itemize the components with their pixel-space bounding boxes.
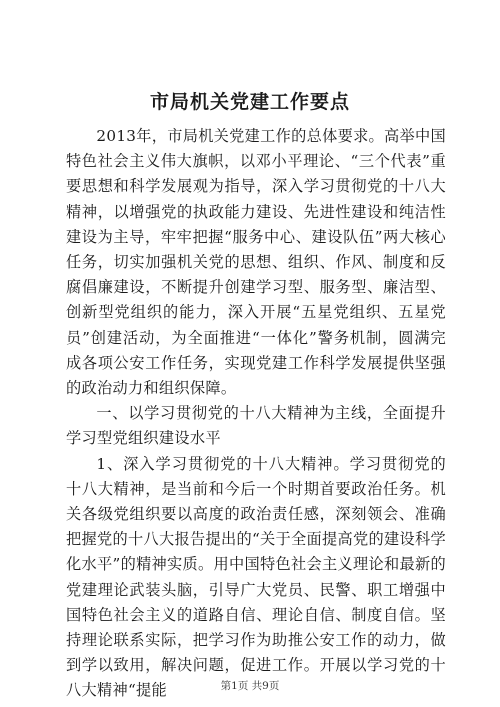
- page-number-footer: 第1页 共9页: [220, 680, 280, 692]
- paragraph-item-1: 1、深入学习贯彻党的十八大精神。学习贯彻党的十八大精神，是当前和今后一个时期首要政治任务。机关各级党组织要以高度的政治责任感，深刻领会、准确把握党的十八大报告提出的“关于全面提高党的建设科学化水平”的精神实质。用中国特色社会主义理论和最新的党建理论武装头脑，引导广大党员、民警、职工增强中国特色社会主义的道路自信、理论自信、制度自信。坚持理论联系实际，把学习作为助推公安工作的动力，做到学以致用，解决问题，促进工作。开展以学习党的十八大精神“提能: [66, 454, 446, 700]
- document-body: [66, 124, 446, 704]
- section-heading-1: 一、以学习贯彻党的十八大精神为主线，全面提升学习型党组织建设水平: [66, 404, 446, 448]
- paragraph-general-requirements: 2013年，市局机关党建工作的总体要求。高举中国特色社会主义伟大旗帜，以邓小平理论、“三个代表”重要思想和科学发展观为指导，深入学习贯彻党的十八大精神，以增强党的执政能力建设、先进性建设和纯洁性建设为主导，牢牢把握“服务中心、建设队伍”两大核心任务，切实加强机关党的思想、组织、作风、制度和反腐倡廉建设，不断提升创建学习型、服务型、廉洁型、创新型党组织的能力，深入开展“五星党组织、五星党员”创建活动，为全面推进“一体化”警务机制，圆满完成各项公安工作任务，实现党建工作科学发展提供坚强的政治动力和组织保障。: [66, 127, 446, 398]
- document-title: 市局机关党建工作要点: [149, 91, 350, 113]
